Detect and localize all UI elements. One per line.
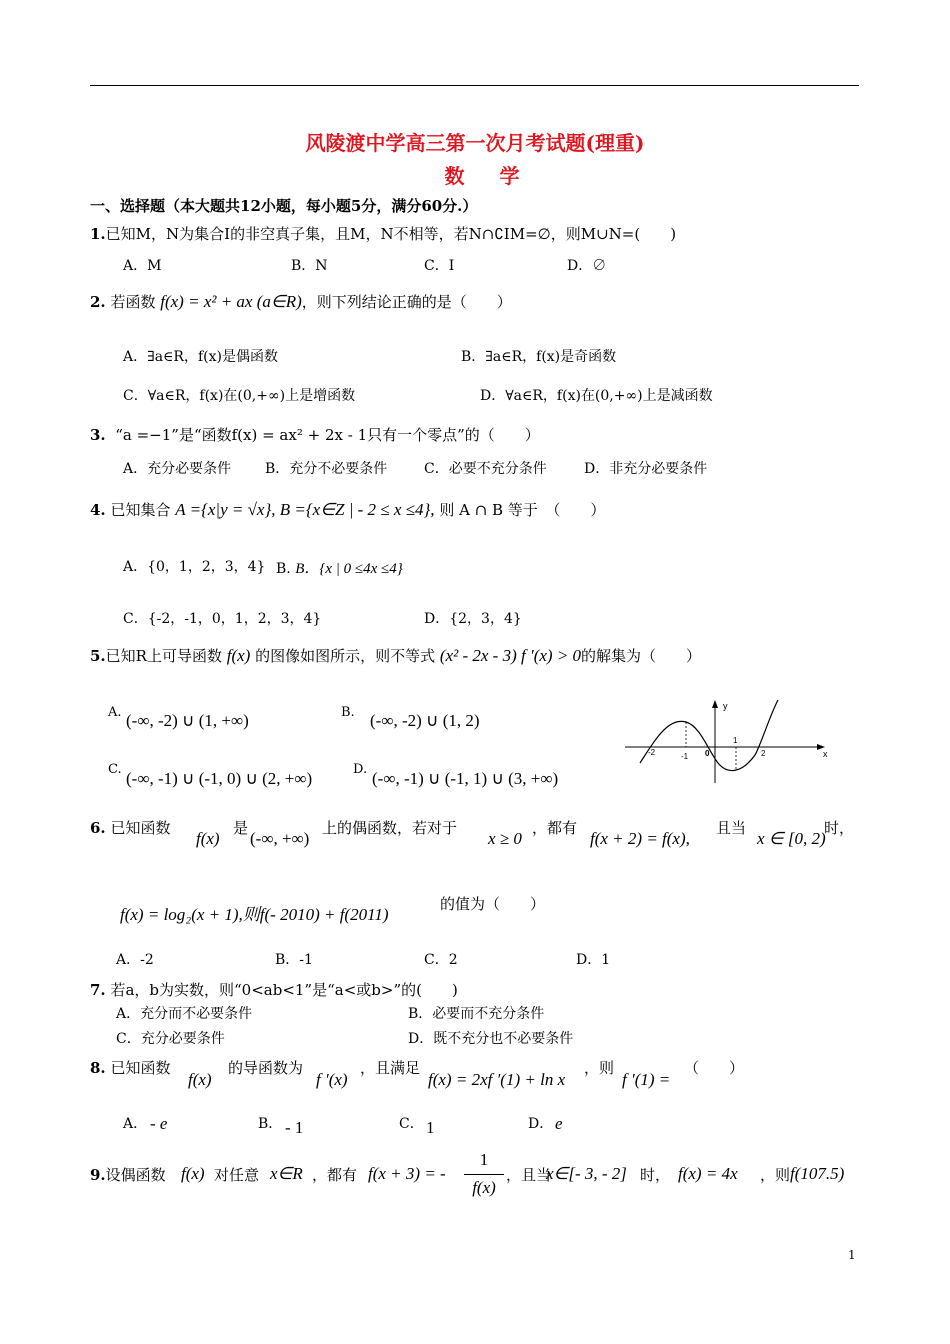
fraction-bar bbox=[464, 1174, 504, 1175]
question-2 bbox=[90, 292, 512, 312]
question-number: 7. bbox=[90, 981, 106, 999]
question-6-domain: (-∞, +∞) bbox=[250, 829, 310, 848]
question-number: 5. bbox=[90, 647, 106, 665]
option-b-formula: B．{x | 0 ≤4x ≤4} bbox=[295, 561, 403, 577]
option-a: - e bbox=[150, 1114, 168, 1133]
option-c: (-∞, -1) ∪ (-1, 0) ∪ (2, +∞) bbox=[126, 769, 313, 788]
option-b: B．N bbox=[291, 258, 328, 274]
question-stem: 已知M，N为集合I的非空真子集，且M，N不相等，若N∩∁IM=∅，则M∪N=( ) bbox=[105, 225, 677, 243]
option-a: A．∃a∈R，f(x)是偶函数 bbox=[123, 349, 278, 365]
question-9-denominator: f(x) bbox=[472, 1178, 496, 1197]
question-1 bbox=[90, 224, 676, 244]
question-8-text: ，则 bbox=[584, 1059, 615, 1077]
option-c-label: C． bbox=[399, 1116, 424, 1132]
question-stem-prefix: 已知函数 bbox=[110, 1059, 171, 1077]
question-7 bbox=[90, 980, 458, 1000]
question-8-function: f(x) bbox=[188, 1070, 212, 1089]
question-6-formula: f(x) = log₂(x + 1),则f(- 2010) + f(2011) bbox=[120, 905, 389, 924]
question-8-formula: f(x) = 2xf ′(1) + ln x bbox=[428, 1070, 566, 1089]
question-number: 9. bbox=[90, 1166, 106, 1184]
question-stem-prefix: 已知集合 bbox=[110, 501, 171, 519]
question-formula: (x² - 2x - 3) f ′(x) > 0 bbox=[439, 646, 582, 665]
question-formula-f: f(x) bbox=[226, 646, 251, 665]
option-c: C．∀a∈R，f(x)在(0,+∞)上是增函数 bbox=[123, 388, 356, 404]
exam-title: 风陵渡中学高三第一次月考试题(理重) bbox=[305, 131, 645, 155]
question-stem-prefix: 设偶函数 bbox=[105, 1166, 166, 1184]
option-c: C．I bbox=[424, 258, 455, 274]
option-c: C．充分必要条件 bbox=[116, 1031, 225, 1047]
option-c: 1 bbox=[426, 1118, 435, 1137]
option-d: D．非充分必要条件 bbox=[584, 461, 708, 477]
question-9-formula: f(x + 3) = - bbox=[368, 1164, 446, 1183]
question-6-period: f(x + 2) = f(x), bbox=[590, 829, 690, 848]
question-9-numerator: 1 bbox=[479, 1150, 489, 1169]
option-c: C．{-2，-1，0，1，2，3，4} bbox=[123, 611, 322, 627]
question-6-function: f(x) bbox=[196, 829, 220, 848]
question-9 bbox=[90, 1165, 166, 1185]
tick-label: 2 bbox=[761, 749, 766, 758]
option-d: e bbox=[555, 1114, 563, 1133]
tick-label: -1 bbox=[681, 752, 689, 761]
option-b: - 1 bbox=[285, 1118, 304, 1137]
question-9-text: ，则 bbox=[760, 1166, 791, 1184]
question-stem-suffix: 则 A ∩ B 等于 （ ） bbox=[439, 501, 606, 519]
function-graph bbox=[620, 695, 830, 785]
question-6-text: 上的偶函数，若对于 bbox=[322, 819, 458, 837]
option-d: D．∀a∈R，f(x)在(0,+∞)上是减函数 bbox=[480, 388, 713, 404]
option-b: B．必要而不充分条件 bbox=[408, 1006, 545, 1022]
question-number: 4. bbox=[90, 501, 106, 519]
question-stem-mid: 的图像如图所示，则不等式 bbox=[255, 647, 436, 665]
question-9-interval: x∈[- 3, - 2] bbox=[546, 1164, 627, 1183]
option-b-label: B． bbox=[258, 1116, 283, 1132]
x-axis-label: x bbox=[823, 749, 828, 759]
option-a: A．-2 bbox=[116, 952, 154, 968]
tick-label: -2 bbox=[648, 748, 656, 757]
option-a: A．充分而不必要条件 bbox=[116, 1006, 253, 1022]
question-stem-prefix: 若函数 bbox=[110, 293, 156, 311]
option-c: C．2 bbox=[424, 952, 458, 968]
question-stem: 若a，b为实数，则“0<ab<1”是“a<或b>”的( ) bbox=[110, 981, 458, 999]
y-axis-label: y bbox=[723, 701, 728, 711]
option-c-label: C. bbox=[108, 762, 122, 777]
question-9-domain: x∈R bbox=[270, 1164, 303, 1183]
question-8-ask: f ′(1) = bbox=[622, 1070, 671, 1089]
option-d: (-∞, -1) ∪ (-1, 1) ∪ (3, +∞) bbox=[372, 769, 559, 788]
option-b-label: B. bbox=[341, 705, 355, 720]
question-6-text: 且当 bbox=[716, 819, 747, 837]
option-d: D．{2，3，4} bbox=[424, 611, 522, 627]
question-number: 8. bbox=[90, 1059, 106, 1077]
question-6-interval: x ∈ [0, 2) bbox=[757, 829, 826, 848]
question-6-line-1 bbox=[90, 818, 170, 838]
option-d: D．∅ bbox=[567, 258, 607, 274]
question-9-text: ，且当 bbox=[506, 1166, 552, 1184]
question-5 bbox=[90, 646, 701, 666]
option-a: A．M bbox=[123, 258, 162, 274]
question-8-text: ，且满足 bbox=[360, 1059, 421, 1077]
option-a: A．{0，1，2，3，4} bbox=[123, 559, 266, 575]
option-d: D．1 bbox=[576, 952, 611, 968]
question-number: 1. bbox=[90, 225, 106, 243]
question-9-ask: f(107.5) bbox=[790, 1164, 845, 1183]
question-number: 3. bbox=[90, 426, 106, 444]
question-9-definition: f(x) = 4x bbox=[678, 1164, 738, 1183]
section-heading: 一、选择题（本大题共12小题，每小题5分，满分60分.） bbox=[90, 197, 478, 215]
option-d-label: D. bbox=[353, 762, 368, 777]
question-stem-prefix: 已知R上可导函数 bbox=[105, 647, 222, 665]
tick-label: 0 bbox=[705, 749, 710, 758]
question-stem: “a =−1”是“函数f(x) = ax² + 2x - 1只有一个零点”的（ ） bbox=[115, 426, 540, 444]
question-9-text: 时， bbox=[640, 1166, 671, 1184]
question-6-suffix: 的值为（ ） bbox=[440, 895, 546, 913]
option-b: B．∃a∈R，f(x)是奇函数 bbox=[461, 349, 617, 365]
option-b: B. B．{x | 0 ≤4x ≤4} bbox=[276, 561, 403, 577]
option-b: B．-1 bbox=[275, 952, 313, 968]
question-stem-suffix: 的解集为（ ） bbox=[581, 647, 702, 665]
option-d-label: D． bbox=[528, 1116, 554, 1132]
question-number: 2. bbox=[90, 293, 106, 311]
page-number: 1 bbox=[848, 1248, 856, 1262]
option-a: A．充分必要条件 bbox=[123, 461, 232, 477]
question-stem-suffix: ，则下列结论正确的是（ ） bbox=[301, 293, 512, 311]
question-6-shi: 是 bbox=[233, 819, 249, 837]
question-8-derivative: f ′(x) bbox=[316, 1070, 348, 1089]
question-8-text: 的导函数为 bbox=[228, 1059, 304, 1077]
exam-subject: 数 学 bbox=[444, 164, 534, 188]
question-8-suffix: （ ） bbox=[684, 1059, 745, 1077]
question-8 bbox=[90, 1058, 170, 1078]
option-d: D．既不充分也不必要条件 bbox=[408, 1031, 574, 1047]
question-9-function: f(x) bbox=[181, 1164, 205, 1183]
option-a-label: A． bbox=[123, 1116, 148, 1132]
question-4 bbox=[90, 500, 605, 520]
question-6-text: 时， bbox=[824, 819, 855, 837]
tick-label: 1 bbox=[733, 736, 738, 745]
question-formula: A ={x|y = √x}, B ={x∈Z | - 2 ≤ x ≤4}, bbox=[175, 500, 435, 519]
question-6-text: ，都有 bbox=[532, 819, 578, 837]
option-a-label: A. bbox=[108, 705, 122, 720]
question-3 bbox=[90, 425, 540, 445]
question-stem-prefix: 已知函数 bbox=[110, 819, 171, 837]
question-number: 6. bbox=[90, 819, 106, 837]
question-9-text: ，都有 bbox=[312, 1166, 358, 1184]
question-9-text: 对任意 bbox=[214, 1166, 260, 1184]
option-b: B．充分不必要条件 bbox=[265, 461, 388, 477]
option-a: (-∞, -2) ∪ (1, +∞) bbox=[126, 711, 249, 730]
question-6-condition: x ≥ 0 bbox=[488, 829, 522, 848]
question-formula: f(x) = x² + ax (a∈R) bbox=[160, 292, 302, 311]
option-c: C．必要不充分条件 bbox=[424, 461, 547, 477]
option-b: (-∞, -2) ∪ (1, 2) bbox=[370, 711, 480, 730]
header-rule bbox=[90, 85, 859, 86]
